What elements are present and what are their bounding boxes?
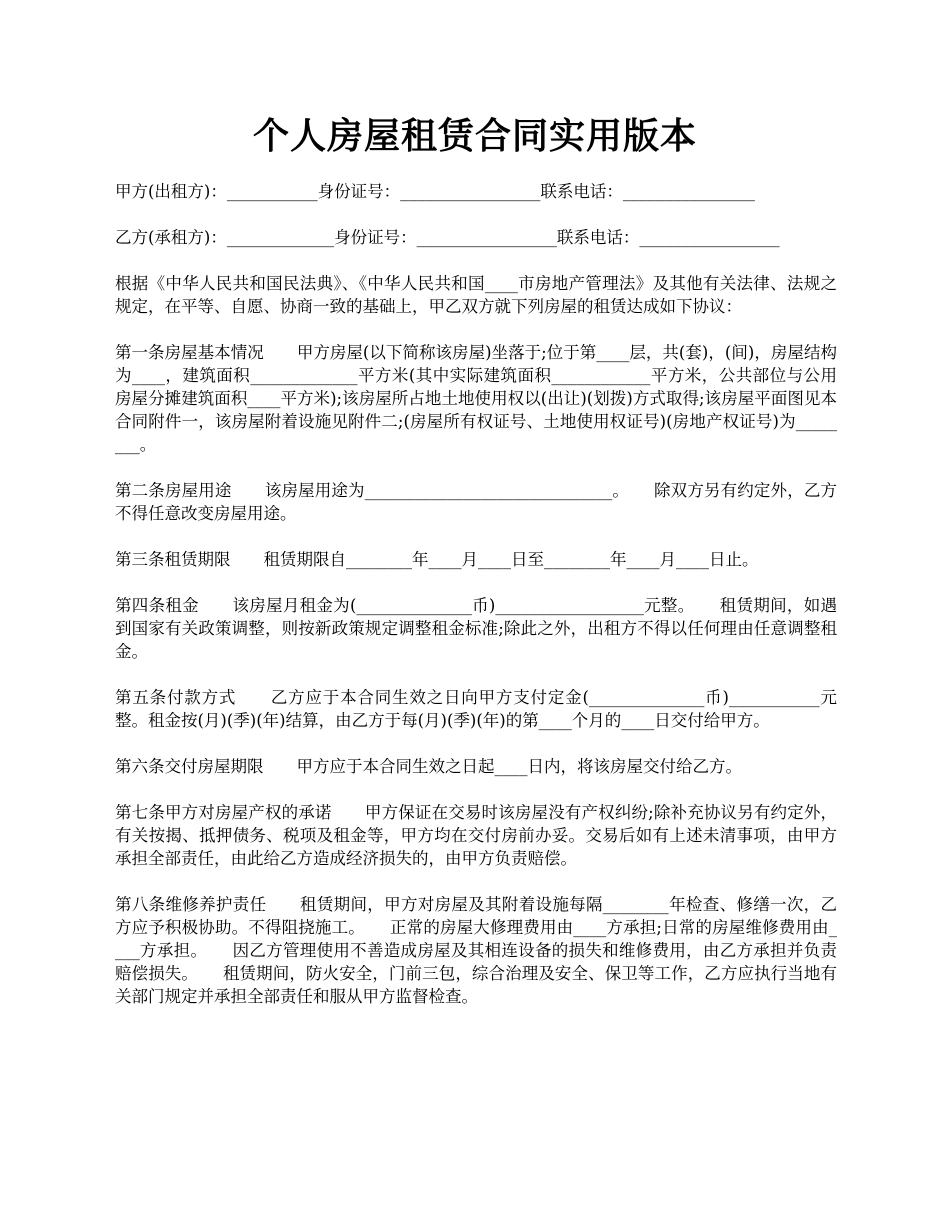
preamble-paragraph: 根据《中华人民共和国民法典》、《中华人民共和国____市房地产管理法》及其他有关法律、法规之规定，在平等、自愿、协商一致的基础上，甲乙双方就下列房屋的租赁达成如下协议： (115, 274, 837, 316)
article-8-paragraph: 第八条维修养护责任 租赁期间，甲方对房屋及其附着设施每隔________年检查、修缮一次，乙方应予积极协助。不得阻挠施工。 正常的房屋大修理费用由____方承担;日常的房屋维修费用由____方承担。 因乙方管理使用不善造成房屋及其相连设备的损失和维修费用，由乙方承担并负责赔偿损失。 租赁期间，防火安全，门前三包，综合治理及安全、保卫等工作，乙方应执行当地有关部门规定并承担全部责任和服从甲方监督检查。 (115, 895, 837, 1006)
article-3-paragraph: 第三条租赁期限 租赁期限自________年____月____日至________年____月____日止。 (115, 550, 759, 569)
document-body (115, 180, 837, 1031)
article-1-paragraph: 第一条房屋基本情况 甲方房屋(以下简称该房屋)坐落于;位于第____层，共(套)，(间)，房屋结构为____，建筑面积_____________平方米(其中实际建筑面积____________平方米，公共部位与公用房屋分摊建筑面积____平方米);该房屋所占地土地使用权以(出让)(划拨)方式取得;该房屋平面图见本合同附件一，该房屋附着设施见附件二;(房屋所有权证号、土地使用权证号)(房地产权证号)为________。 (115, 343, 837, 454)
party-b-line: 乙方(承租方)：_____________身份证号：_________________联系电话：_________________ (115, 228, 780, 247)
document-title: 个人房屋租赁合同实用版本 (252, 115, 697, 157)
article-5-paragraph: 第五条付款方式 乙方应于本合同生效之日向甲方支付定金(______________币)___________元整。租金按(月)(季)(年)结算，由乙方于每(月)(季)(年)的第____个月的____日交付给甲方。 (115, 688, 837, 730)
article-4-paragraph: 第四条租金 该房屋月租金为(______________币)__________________元整。 租赁期间，如遇到国家有关政策调整，则按新政策规定调整租金标准;除此之外，出租方不得以任何理由任意调整租金。 (115, 596, 837, 661)
article-7-paragraph: 第七条甲方对房屋产权的承诺 甲方保证在交易时该房屋没有产权纠纷;除补充协议另有约定外，有关按揭、抵押债务、税项及租金等，甲方均在交付房前办妥。交易后如有上述未清事项，由甲方承担全部责任，由此给乙方造成经济损失的，由甲方负责赔偿。 (115, 803, 837, 868)
party-a-line: 甲方(出租方)：___________身份证号：_________________联系电话：________________ (115, 182, 755, 201)
article-6-paragraph: 第六条交付房屋期限 甲方应于本合同生效之日起____日内，将该房屋交付给乙方。 (115, 757, 742, 776)
article-2-paragraph: 第二条房屋用途 该房屋用途为______________________________。 除双方另有约定外，乙方不得任意改变房屋用途。 (115, 481, 837, 523)
